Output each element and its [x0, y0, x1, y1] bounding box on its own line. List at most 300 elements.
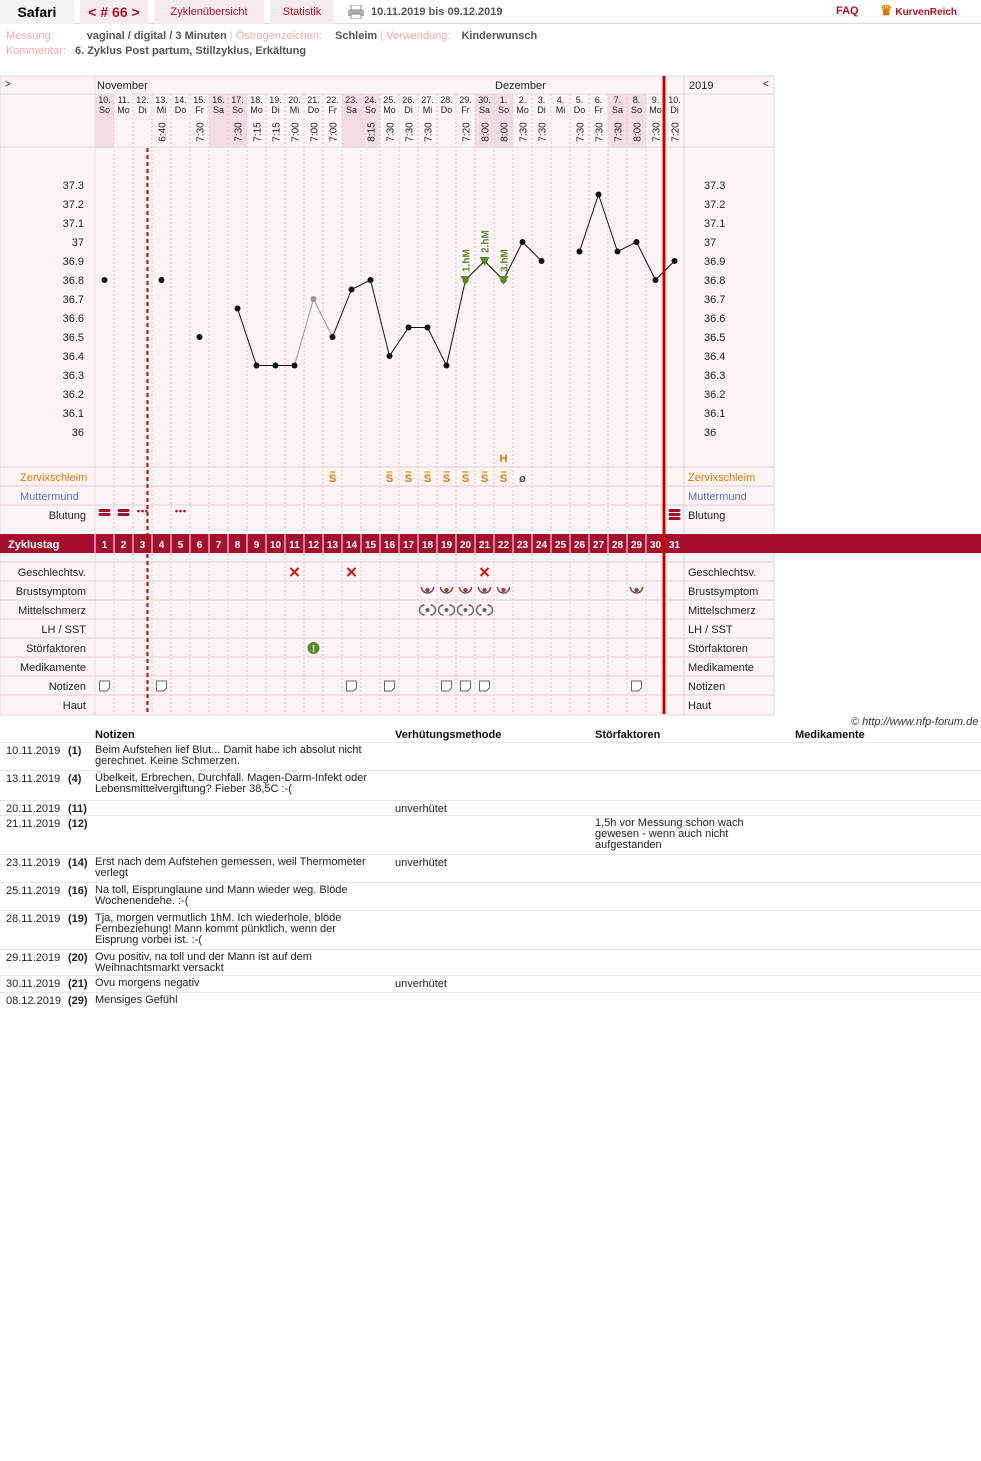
measure-time: 7:30	[518, 122, 530, 142]
cycle-day-number: 11	[289, 540, 300, 551]
y-tick-left: 37	[71, 237, 84, 249]
y-tick-right: 36.4	[704, 351, 726, 363]
row-label-right-midpain: Mittelschmerz	[688, 605, 756, 617]
cycle-day-number: 10	[269, 540, 282, 551]
note-row	[0, 910, 981, 949]
row-label-right-meds: Medikamente	[688, 662, 755, 674]
day-date: 23.	[345, 95, 358, 105]
peak-day-label: H	[499, 453, 508, 465]
temp-point	[634, 239, 640, 245]
measure-time: 7:15	[271, 122, 283, 142]
day-weekday: Do	[174, 105, 187, 115]
measure-time: 8:00	[499, 122, 511, 142]
note-row	[0, 882, 981, 910]
cycle-day-number: 23	[516, 540, 529, 551]
day-date: 6.	[594, 95, 603, 105]
cycle-day-number: 17	[402, 540, 415, 551]
temp-point	[349, 287, 355, 293]
row-label-right-bleeding: Blutung	[688, 510, 726, 522]
day-date: 15.	[193, 95, 206, 105]
faq-link[interactable]: FAQ	[836, 5, 859, 17]
note-icon	[461, 681, 471, 691]
day-date: 21.	[307, 95, 320, 105]
day-date: 9.	[651, 95, 660, 105]
temp-point	[311, 296, 317, 302]
note-method: unverhütet	[395, 803, 447, 815]
day-date: 13.	[155, 95, 168, 105]
day-date: 24.	[364, 95, 377, 105]
note-text: Ovu positiv, na toll und der Mann ist auf dem Weihnachtsmarkt versackt	[95, 951, 312, 974]
day-weekday: Mo	[649, 105, 662, 115]
y-tick-left: 37.2	[62, 199, 84, 211]
cycle-day-number: 6	[196, 540, 203, 551]
cycle-day-number: 22	[497, 540, 510, 551]
month-label-nov: November	[97, 80, 148, 92]
day-date: 11.	[117, 95, 130, 105]
bleeding-spot-mark	[179, 510, 182, 513]
mucus-mark: S	[328, 473, 337, 485]
temp-point	[596, 192, 602, 198]
app-title: Safari	[0, 0, 74, 24]
nav-next-button[interactable]: <	[763, 79, 769, 90]
bleeding-spot-mark	[175, 510, 178, 513]
day-date: 29.	[459, 95, 472, 105]
day-weekday: Mo	[117, 105, 130, 115]
note-cycle-day: (14)	[68, 857, 88, 869]
note-cycle-day: (11)	[68, 803, 87, 815]
measure-time: 7:00	[290, 122, 302, 142]
note-method: unverhütet	[395, 857, 447, 869]
temp-point	[615, 249, 621, 255]
bleeding-heavy-mark	[99, 509, 111, 512]
midpain-dot	[426, 608, 430, 612]
month-label-dec: Dezember	[495, 80, 546, 92]
cycle-day-number: 5	[177, 540, 184, 551]
measure-time: 7:30	[423, 122, 435, 142]
row-label-cervix: Muttermund	[20, 491, 79, 503]
measure-value: vaginal / digital / 3 Minuten	[86, 30, 227, 42]
mucus-mark: S	[480, 473, 489, 485]
cycle-day-number: 12	[307, 540, 320, 551]
day-date: 16.	[212, 95, 225, 105]
copyright[interactable]: © http://www.nfp-forum.de	[851, 716, 979, 728]
cycle-day-number: 24	[535, 540, 548, 551]
midpain-dot	[483, 608, 487, 612]
note-date: 28.11.2019	[6, 913, 61, 925]
y-tick-left: 36.4	[62, 351, 84, 363]
note-row	[0, 949, 981, 975]
measure-time: 8:00	[632, 122, 644, 142]
note-row	[0, 992, 981, 1008]
day-weekday: Do	[440, 105, 453, 115]
day-weekday: Mi	[289, 105, 300, 115]
measure-time: 7:20	[670, 122, 682, 142]
cycle-day-number: 7	[215, 540, 222, 551]
note-row	[0, 854, 981, 882]
temp-point	[235, 306, 241, 312]
method-header: Verhütungsmethode	[395, 729, 502, 741]
day-date: 10.	[98, 95, 111, 105]
y-tick-left: 36.2	[62, 389, 84, 401]
bleeding-heavy-mark	[669, 509, 681, 512]
row-label-right-cervix: Muttermund	[688, 491, 747, 503]
y-tick-right: 36.3	[704, 370, 726, 382]
note-date: 29.11.2019	[6, 952, 61, 964]
day-weekday: Sa	[345, 105, 358, 115]
day-weekday: So	[98, 105, 111, 115]
crown-icon: ♛	[880, 2, 893, 18]
note-cycle-day: (21)	[68, 978, 88, 990]
note-cycle-day: (4)	[68, 773, 82, 785]
cycle-day-number: 15	[364, 540, 377, 551]
cycle-day-number: 30	[649, 540, 662, 551]
measure-time: 7:30	[233, 122, 245, 142]
day-date: 2.	[518, 95, 527, 105]
nav-prev-button[interactable]: >	[5, 79, 11, 90]
bleeding-heavy-mark	[118, 509, 130, 512]
note-icon	[480, 681, 490, 691]
day-weekday: So	[630, 105, 643, 115]
mucus-mark: S	[442, 473, 451, 485]
temp-point	[330, 334, 336, 340]
temp-point	[539, 258, 545, 264]
y-tick-right: 36.2	[704, 389, 726, 401]
day-date: 7.	[613, 95, 622, 105]
note-date: 21.11.2019	[6, 818, 61, 830]
cycle-day-number: 28	[611, 540, 624, 551]
measure-time: 7:30	[594, 122, 606, 142]
row-label-disturb: Störfaktoren	[26, 643, 86, 655]
day-weekday: Fr	[461, 105, 470, 115]
bleeding-spot-mark	[141, 510, 144, 513]
bleeding-heavy-mark	[118, 513, 130, 516]
note-icon	[632, 681, 642, 691]
cycle-day-number: 1	[101, 540, 108, 551]
year-label: 2019	[689, 80, 714, 92]
day-weekday: Mo	[383, 105, 396, 115]
note-date: 25.11.2019	[6, 885, 61, 897]
row-label-right-lh: LH / SST	[688, 624, 733, 636]
temp-point	[159, 277, 165, 283]
note-row	[0, 770, 981, 800]
cycle-day-number: 19	[440, 540, 453, 551]
y-tick-left: 36.1	[62, 408, 84, 420]
comment-label: Kommentar:	[6, 45, 66, 57]
bleeding-heavy-mark	[669, 513, 681, 516]
date-range: 10.11.2019 bis 09.12.2019	[371, 6, 503, 18]
row-label-sex: Geschlechtsv.	[17, 567, 86, 579]
mucus-dry-mark: ø	[519, 473, 526, 485]
note-date: 23.11.2019	[6, 857, 61, 869]
note-text: Erst nach dem Aufstehen gemessen, weil Thermometer verlegt	[95, 856, 366, 879]
note-icon	[385, 681, 395, 691]
day-date: 3.	[537, 95, 546, 105]
y-tick-right: 37.1	[704, 218, 726, 230]
cycle-day-number: 21	[478, 540, 491, 551]
day-date: 1.	[499, 95, 508, 105]
day-date: 8.	[632, 95, 641, 105]
note-icon	[157, 681, 167, 691]
cycle-day-number: 18	[421, 540, 434, 551]
temp-point	[672, 258, 678, 264]
comment-value: 6. Zyklus Post partum, Stillzyklus, Erkältung	[74, 45, 307, 57]
row-label-right-disturb: Störfaktoren	[688, 643, 748, 655]
note-cycle-day: (12)	[68, 818, 88, 830]
disturb-header: Störfaktoren	[595, 729, 661, 741]
y-tick-left: 36.6	[62, 313, 84, 325]
row-label-midpain: Mittelschmerz	[18, 605, 86, 617]
note-date: 08.12.2019	[6, 995, 62, 1007]
mucus-mark: S	[423, 473, 432, 485]
day-date: 28.	[440, 95, 453, 105]
day-weekday: Di	[271, 105, 280, 115]
midpain-dot	[464, 608, 468, 612]
y-tick-left: 36	[71, 427, 84, 439]
day-weekday: Mi	[555, 105, 566, 115]
y-tick-right: 36	[704, 427, 717, 439]
tab-statistics[interactable]: Statistik	[270, 0, 334, 24]
day-weekday: So	[497, 105, 510, 115]
note-method: unverhütet	[395, 978, 447, 990]
measure-time: 7:30	[385, 122, 397, 142]
measure-line: Messung: vaginal / digital / 3 Minuten | Östrogenzeichen: Schleim | Verwendung: Kinderwunsch	[6, 30, 538, 42]
mucus-mark: S	[385, 473, 394, 485]
y-tick-left: 36.5	[62, 332, 84, 344]
note-text: Tja, morgen vermutlich 1hM. Ich wiederhole, blöde Fernbeziehung! Mann kommt pünktlich, wenn der Eisprung vorbei ist. :-(	[95, 912, 342, 946]
cycle-day-number: 31	[668, 540, 681, 551]
estrogen-label: Östrogenzeichen:	[235, 30, 322, 42]
day-date: 10.	[668, 95, 681, 105]
cycle-day-number: 16	[383, 540, 396, 551]
row-label-breast: Brustsymptom	[15, 586, 86, 598]
y-tick-right: 36.8	[704, 275, 726, 287]
note-disturbance: 1,5h vor Messung schon wach gewesen - wenn auch nicht aufgestanden	[595, 817, 744, 851]
note-row	[0, 800, 981, 815]
cycle-day-number: 26	[573, 540, 586, 551]
measure-time: 7:30	[404, 122, 416, 142]
estrogen-value: Schleim	[335, 30, 378, 42]
measure-time: 7:30	[537, 122, 549, 142]
note-text: Beim Aufstehen lief Blut... Damit habe ich absolut nicht gerechnet. Keine Schmerzen.	[95, 744, 362, 767]
note-row	[0, 742, 981, 770]
measure-time: 7:00	[328, 122, 340, 142]
day-weekday: Di	[138, 105, 147, 115]
day-weekday: So	[364, 105, 377, 115]
y-tick-left: 36.8	[62, 275, 84, 287]
measure-time: 7:00	[309, 122, 321, 142]
cycle-day-number: 3	[139, 540, 146, 551]
y-tick-right: 37.3	[704, 180, 726, 192]
day-weekday: Sa	[478, 105, 491, 115]
breast-symptom-dot	[634, 588, 638, 592]
row-label-notes: Notizen	[48, 681, 86, 693]
day-date: 26.	[402, 95, 415, 105]
row-label-right-mucus: Zervixschleim	[688, 472, 756, 484]
cycle-chart	[0, 0, 981, 720]
day-date: 18.	[250, 95, 263, 105]
day-weekday: Mi	[422, 105, 433, 115]
bleeding-heavy-mark	[99, 513, 111, 516]
cycle-day-number: 4	[158, 540, 165, 551]
measure-time: 7:20	[461, 122, 473, 142]
note-icon	[100, 681, 110, 691]
row-label-bleeding: Blutung	[48, 510, 86, 522]
y-tick-left: 36.3	[62, 370, 84, 382]
bleeding-spot-mark	[145, 510, 148, 513]
temp-point	[577, 249, 583, 255]
y-tick-right: 36.6	[704, 313, 726, 325]
measure-time: 7:30	[651, 122, 663, 142]
day-weekday: Fr	[594, 105, 603, 115]
mucus-mark: S	[499, 473, 508, 485]
temp-point	[197, 334, 203, 340]
cycle-day-number: 8	[234, 540, 241, 551]
note-text: Ovu morgens negativ	[95, 977, 200, 989]
day-weekday: Fr	[328, 105, 337, 115]
measure-time: 7:30	[195, 122, 207, 142]
temp-point	[102, 277, 108, 283]
note-text: Na toll, Eisprunglaune und Mann wieder weg. Blöde Wochenendehe. :-(	[95, 884, 348, 907]
high-measure-label: 1.hM	[461, 249, 473, 272]
row-label-skin: Haut	[62, 700, 86, 712]
measure-time: 7:30	[575, 122, 587, 142]
disturbance-icon-glyph: !	[311, 644, 316, 655]
temp-point	[444, 363, 450, 369]
note-cycle-day: (1)	[68, 745, 82, 757]
note-cycle-day: (29)	[68, 995, 88, 1007]
temp-point	[387, 353, 393, 359]
temp-point	[368, 277, 374, 283]
cycle-day-number: 27	[592, 540, 605, 551]
y-tick-left: 36.7	[62, 294, 84, 306]
note-row	[0, 975, 981, 992]
breast-symptom-dot	[444, 588, 448, 592]
breast-symptom-dot	[463, 588, 467, 592]
mucus-mark: S	[461, 473, 470, 485]
y-tick-right: 36.9	[704, 256, 726, 268]
day-date: 20.	[288, 95, 301, 105]
row-label-right-notes: Notizen	[688, 681, 726, 693]
mucus-mark: S	[404, 473, 413, 485]
bleeding-heavy-mark	[669, 517, 681, 520]
cycle-day-number: 13	[326, 540, 339, 551]
meds-header: Medikamente	[795, 729, 865, 741]
day-date: 12.	[136, 95, 149, 105]
note-cycle-day: (19)	[68, 913, 88, 925]
day-weekday: Di	[537, 105, 546, 115]
usage-value: Kinderwunsch	[461, 30, 538, 42]
logo-text: KurvenReich	[895, 7, 958, 18]
breast-symptom-dot	[425, 588, 429, 592]
row-label-right-skin: Haut	[688, 700, 712, 712]
note-text: Mensiges Gefühl	[95, 994, 178, 1006]
temp-point	[406, 325, 412, 331]
note-text: Übelkeit, Erbrechen, Durchfall. Magen-Darm-Infekt oder Lebensmittelvergiftung? Fieber 38,5C :-(	[95, 772, 368, 795]
day-date: 4.	[556, 95, 565, 105]
midpain-dot	[445, 608, 449, 612]
day-date: 30.	[478, 95, 491, 105]
cycle-navigator[interactable]: < # 66 >	[80, 0, 148, 24]
note-date: 13.11.2019	[6, 773, 61, 785]
day-weekday: So	[231, 105, 244, 115]
temp-point	[520, 239, 526, 245]
note-row	[0, 815, 981, 854]
day-date: 27.	[421, 95, 434, 105]
day-weekday: Mo	[516, 105, 529, 115]
day-weekday: Mi	[156, 105, 167, 115]
y-tick-right: 36.7	[704, 294, 726, 306]
temp-point	[292, 363, 298, 369]
note-cycle-day: (16)	[68, 885, 88, 897]
day-date: 5.	[575, 95, 584, 105]
day-weekday: Mo	[250, 105, 263, 115]
breast-symptom-dot	[482, 588, 486, 592]
cycle-day-number: 2	[120, 540, 127, 551]
day-weekday: Do	[573, 105, 586, 115]
usage-label: Verwendung:	[386, 30, 451, 42]
note-icon	[442, 681, 452, 691]
cycle-day-number: 25	[554, 540, 567, 551]
note-date: 30.11.2019	[6, 978, 61, 990]
breast-symptom-dot	[501, 588, 505, 592]
measure-time: 8:15	[366, 122, 378, 142]
row-label-mucus: Zervixschleim	[20, 472, 88, 484]
row-label-lh: LH / SST	[41, 624, 86, 636]
day-date: 14.	[174, 95, 187, 105]
measure-time: 8:00	[480, 122, 492, 142]
row-label-right-breast: Brustsymptom	[688, 586, 759, 598]
y-tick-right: 37.2	[704, 199, 726, 211]
measure-time: 7:15	[252, 122, 264, 142]
bleeding-spot-mark	[137, 510, 140, 513]
temp-point	[254, 363, 260, 369]
y-tick-left: 37.1	[62, 218, 84, 230]
day-date: 22.	[326, 95, 339, 105]
cycle-day-number: 14	[345, 540, 358, 551]
y-tick-right: 37	[704, 237, 717, 249]
note-cycle-day: (20)	[68, 952, 88, 964]
high-measure-label: 3.hM	[499, 249, 511, 272]
day-weekday: Sa	[212, 105, 225, 115]
cycle-day-number: 20	[459, 540, 472, 551]
row-label-meds: Medikamente	[19, 662, 86, 674]
day-date: 17.	[231, 95, 244, 105]
note-icon	[347, 681, 357, 691]
cycle-day-number: 9	[253, 540, 260, 551]
day-weekday: Do	[307, 105, 320, 115]
tab-cycle-overview[interactable]: Zyklenübersicht	[154, 0, 264, 24]
day-date: 19.	[269, 95, 282, 105]
day-weekday: Di	[670, 105, 679, 115]
temp-point	[653, 277, 659, 283]
measure-time: 6:40	[157, 122, 169, 142]
cycle-day-number: 29	[630, 540, 643, 551]
measure-label: Messung:	[6, 30, 54, 42]
y-tick-right: 36.5	[704, 332, 726, 344]
note-date: 10.11.2019	[6, 745, 61, 757]
day-weekday: Sa	[611, 105, 624, 115]
y-tick-right: 36.1	[704, 408, 726, 420]
row-label-right-sex: Geschlechtsv.	[688, 567, 757, 579]
day-weekday: Di	[404, 105, 413, 115]
notes-header: Notizen	[95, 729, 135, 741]
note-date: 20.11.2019	[6, 803, 61, 815]
day-weekday: Fr	[195, 105, 204, 115]
day-date: 25.	[383, 95, 396, 105]
high-measure-label: 2.hM	[480, 230, 492, 253]
temp-point	[425, 325, 431, 331]
y-tick-left: 37.3	[62, 180, 84, 192]
